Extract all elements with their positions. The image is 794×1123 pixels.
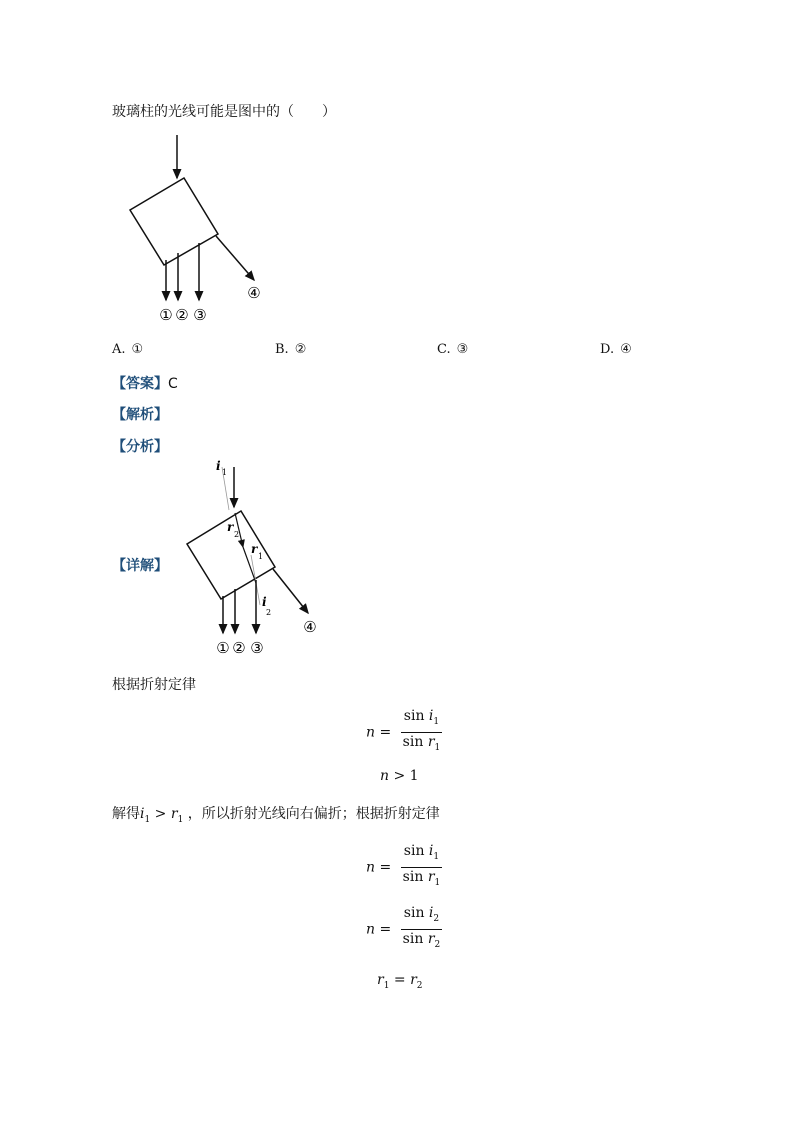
option-b[interactable]: B. ② bbox=[275, 342, 307, 357]
label-2: ② bbox=[175, 306, 189, 324]
label-r2-sub: 2 bbox=[234, 530, 240, 539]
equation-5: $r_1 = r_2$ bbox=[377, 972, 423, 991]
detail-tag: 【详解】 bbox=[112, 558, 168, 574]
label-i2-sub: 2 bbox=[266, 608, 272, 617]
label-3: ③ bbox=[193, 306, 207, 324]
answer-tag: 【答案】 bbox=[112, 376, 168, 392]
figure-prism-angles bbox=[180, 455, 330, 660]
figure-prism-rays bbox=[110, 130, 280, 330]
equation-3: n = $\frac{\sin i_1}{\sin r_1}$ bbox=[366, 843, 441, 888]
label-4: ④ bbox=[247, 284, 261, 302]
equation-4: n = $\frac{\sin i_2}{\sin r_2}$ bbox=[366, 905, 441, 950]
answer-line bbox=[112, 373, 178, 393]
label-1: ① bbox=[216, 639, 230, 657]
question-stem: 玻璃柱的光线可能是图中的（ ） bbox=[112, 104, 336, 120]
label-3: ③ bbox=[250, 639, 264, 657]
label-4: ④ bbox=[303, 618, 317, 636]
law-text-1: 根据折射定律 bbox=[112, 677, 196, 693]
label-r1-sub: 1 bbox=[258, 552, 264, 561]
label-2: ② bbox=[232, 639, 246, 657]
prism-square bbox=[130, 178, 218, 265]
label-r2: r bbox=[227, 520, 234, 534]
answer-value: C bbox=[168, 376, 178, 392]
label-1: ① bbox=[159, 306, 173, 324]
ray-4 bbox=[273, 569, 308, 613]
label-i2: i bbox=[262, 595, 267, 609]
equation-2: n > 1 bbox=[380, 768, 419, 784]
option-a[interactable]: A. ① bbox=[112, 342, 144, 357]
ray-4 bbox=[216, 236, 254, 280]
equation-1: n = $\frac{\sin i_1}{\sin r_1}$ bbox=[366, 708, 441, 753]
option-d[interactable]: D. ④ bbox=[600, 342, 632, 357]
option-c[interactable]: C. ③ bbox=[437, 342, 469, 357]
analysis-tag: 【解析】 bbox=[112, 407, 168, 423]
label-i1: i bbox=[216, 459, 221, 473]
label-r1: r bbox=[251, 542, 258, 556]
label-i1-sub: 1 bbox=[222, 468, 228, 477]
solve-line: 解得$i_1 > r_1$ ，所以折射光线向右偏折；根据折射定律 bbox=[112, 806, 440, 825]
fenxi-tag: 【分析】 bbox=[112, 439, 168, 455]
